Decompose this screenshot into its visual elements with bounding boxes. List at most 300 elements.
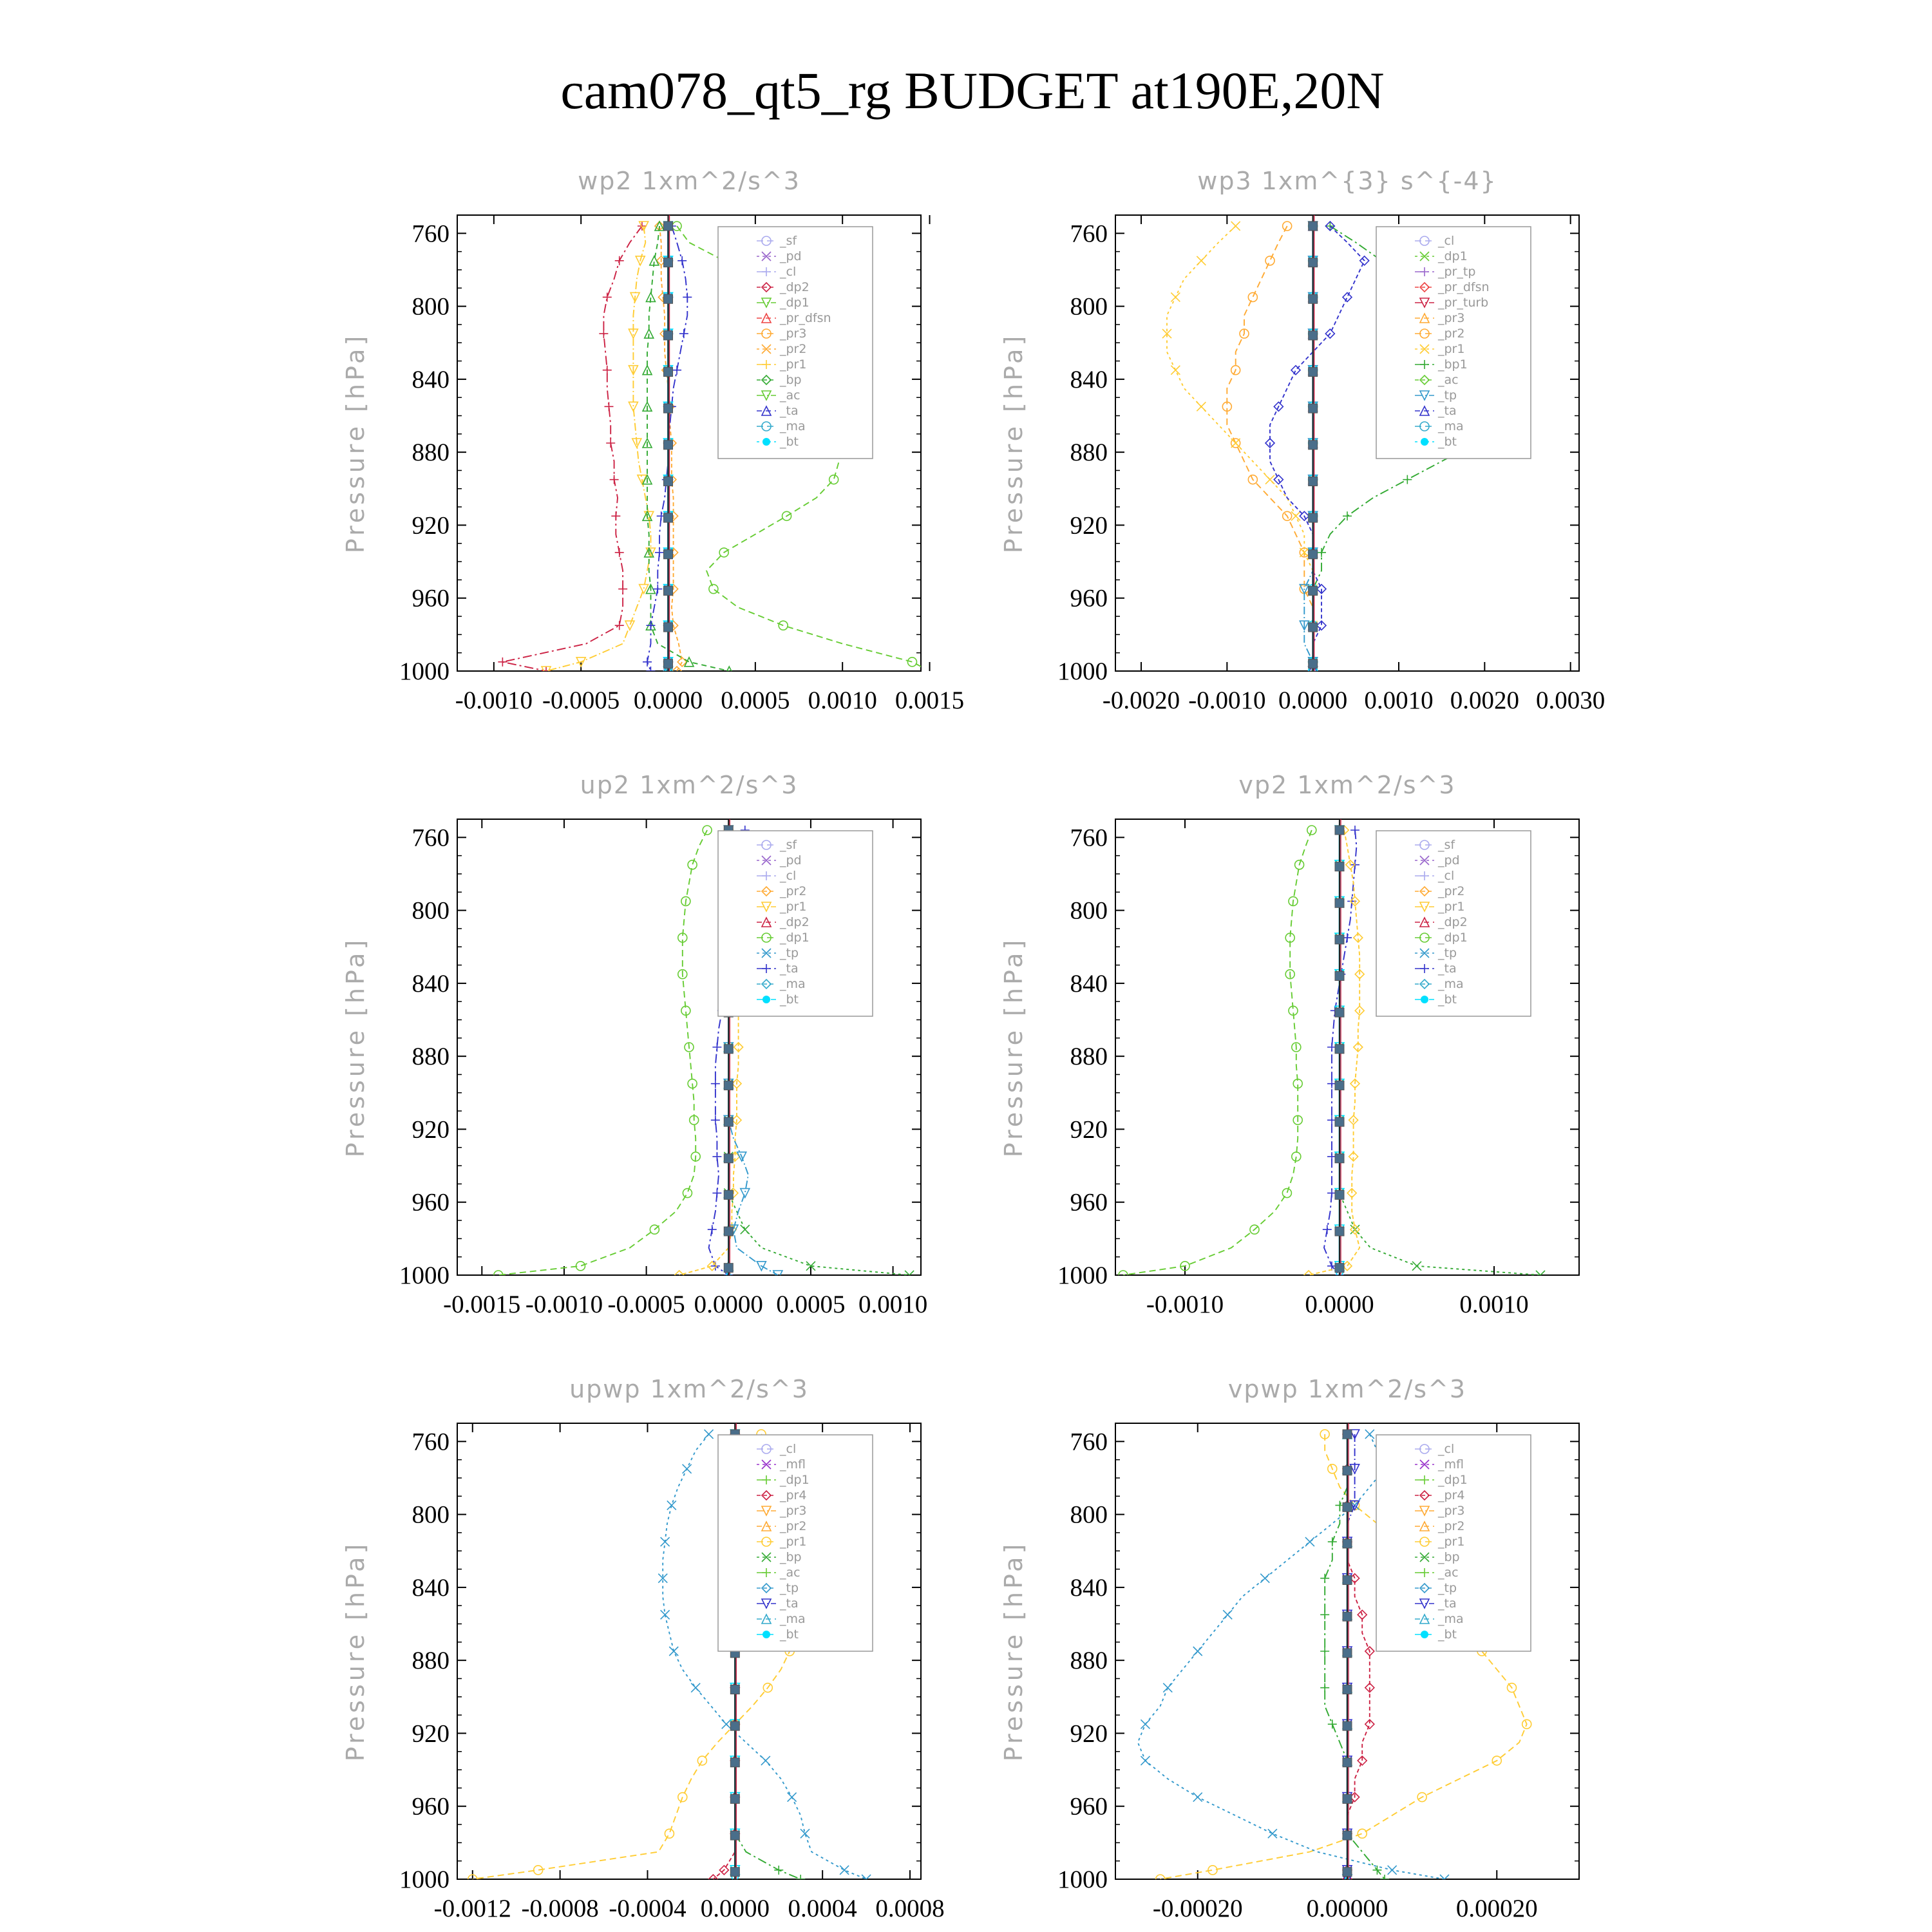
bt-marker bbox=[664, 513, 673, 522]
y-tick-label: 1000 bbox=[399, 658, 450, 685]
y-tick-label: 1000 bbox=[399, 1262, 450, 1289]
series-point-pr1 bbox=[665, 1829, 674, 1838]
bt-marker bbox=[1335, 826, 1344, 835]
y-tick-label: 840 bbox=[412, 1573, 450, 1602]
x-tick-label: 0.0000 bbox=[700, 1895, 770, 1922]
legend-label: _ma bbox=[1438, 977, 1464, 991]
legend-label: _ma bbox=[1438, 419, 1464, 433]
legend-label: _ta bbox=[1438, 1596, 1457, 1611]
legend-label: _pd bbox=[780, 853, 802, 867]
x-tick-label: 0.0010 bbox=[1459, 1291, 1529, 1318]
bt-marker bbox=[1309, 513, 1318, 522]
x-tick-label: 0.0000 bbox=[694, 1291, 763, 1318]
legend-label: _ta bbox=[780, 1596, 799, 1611]
bt-marker bbox=[724, 1154, 733, 1163]
bt-marker bbox=[1335, 1227, 1344, 1236]
series-point-dp2 bbox=[599, 329, 608, 338]
bt-marker bbox=[1309, 477, 1318, 486]
series-point-tp bbox=[1388, 1866, 1397, 1875]
legend-label: _cl bbox=[1438, 1442, 1455, 1456]
bt-marker bbox=[1343, 1868, 1352, 1877]
series-point-ta bbox=[1343, 292, 1352, 301]
legend-label: _pr4 bbox=[780, 1488, 807, 1502]
x-tick-label: 0.00000 bbox=[1306, 1895, 1388, 1922]
y-axis-label: Pressure [hPa] bbox=[999, 1540, 1028, 1762]
legend-label: _cl bbox=[780, 1442, 797, 1456]
series-point-tp bbox=[1141, 1719, 1150, 1728]
bt-marker bbox=[724, 1264, 733, 1273]
y-tick-label: 880 bbox=[1070, 1043, 1108, 1071]
legend-label: _dp1 bbox=[1438, 1473, 1468, 1487]
y-tick-label: 760 bbox=[1070, 824, 1108, 852]
legend-label: _cl bbox=[1438, 869, 1455, 883]
series-point-bp bbox=[1320, 1683, 1329, 1692]
y-tick-label: 1000 bbox=[399, 1866, 450, 1893]
series-point-dp2 bbox=[741, 1225, 750, 1234]
bt-marker bbox=[1343, 1831, 1352, 1840]
bt-marker bbox=[664, 368, 673, 377]
x-tick-label: 0.0005 bbox=[776, 1291, 846, 1318]
x-tick-label: 0.0020 bbox=[1450, 687, 1519, 714]
y-tick-label: 960 bbox=[1070, 1188, 1108, 1217]
legend-label: _ac bbox=[780, 1566, 800, 1580]
series-point-dp1 bbox=[1282, 1189, 1291, 1198]
bt-marker bbox=[1309, 294, 1318, 303]
legend-label: _pd bbox=[1438, 853, 1460, 867]
series-point-dp2 bbox=[603, 292, 612, 301]
legend-label: _bt bbox=[1438, 992, 1457, 1007]
chart-panel-6 bbox=[999, 1375, 1579, 1922]
chart-panel-1 bbox=[341, 167, 964, 714]
series-point-ta bbox=[655, 548, 664, 557]
legend-label: _pr1 bbox=[1438, 342, 1465, 356]
y-tick-label: 800 bbox=[412, 896, 450, 925]
series-point-ta bbox=[677, 256, 687, 265]
legend-label: _dp1 bbox=[1438, 931, 1468, 945]
y-tick-label: 920 bbox=[412, 1115, 450, 1144]
x-tick-label: 0.0015 bbox=[895, 687, 965, 714]
bt-marker bbox=[1335, 862, 1344, 871]
y-tick-label: 800 bbox=[412, 1501, 450, 1529]
figure-title: cam078_qt5_rg BUDGET at190E,20N bbox=[560, 61, 1385, 120]
bt-marker bbox=[664, 404, 673, 413]
series-point-tp bbox=[741, 1189, 750, 1198]
y-tick-label: 760 bbox=[412, 1428, 450, 1456]
series-point-pr1 bbox=[1197, 402, 1206, 411]
legend-label: _ta bbox=[780, 404, 799, 418]
y-tick-label: 840 bbox=[412, 969, 450, 998]
legend-label: _dp2 bbox=[1438, 915, 1468, 929]
bt-marker bbox=[664, 222, 673, 231]
x-tick-label: -0.0005 bbox=[542, 687, 620, 714]
bt-marker bbox=[1343, 1466, 1352, 1475]
series-point-tp bbox=[1365, 1430, 1374, 1439]
bt-marker bbox=[724, 1117, 733, 1126]
series-point-bp bbox=[1320, 1574, 1329, 1583]
bt-marker bbox=[724, 1081, 733, 1090]
series-point-tp bbox=[1163, 1683, 1172, 1692]
legend-label: _pr2 bbox=[1438, 1519, 1465, 1533]
legend-marker bbox=[762, 1631, 770, 1638]
legend-label: _dp1 bbox=[780, 296, 810, 310]
bt-marker bbox=[664, 258, 673, 267]
x-tick-label: 0.0005 bbox=[721, 687, 790, 714]
bt-marker bbox=[724, 1190, 733, 1199]
legend-label: _tp bbox=[780, 946, 799, 960]
x-tick-label: -0.0010 bbox=[1188, 687, 1266, 714]
bt-marker bbox=[1309, 659, 1318, 668]
y-axis-label: Pressure [hPa] bbox=[341, 332, 370, 554]
series-point-ta bbox=[679, 329, 688, 338]
y-tick-label: 880 bbox=[1070, 1647, 1108, 1675]
bt-marker bbox=[664, 623, 673, 632]
legend-label: _bp1 bbox=[1438, 357, 1468, 372]
x-tick-label: -0.0020 bbox=[1102, 687, 1180, 714]
bt-marker bbox=[724, 1045, 733, 1054]
legend-label: _pr1 bbox=[1438, 1535, 1465, 1549]
bt-marker bbox=[1343, 1721, 1352, 1730]
legend-label: _mfl bbox=[1438, 1457, 1464, 1472]
y-tick-label: 960 bbox=[412, 1792, 450, 1821]
bt-marker bbox=[1309, 258, 1318, 267]
series-point-tp bbox=[1223, 1610, 1232, 1619]
bt-marker bbox=[1335, 1081, 1344, 1090]
y-tick-label: 880 bbox=[1070, 439, 1108, 467]
series-point-tp bbox=[691, 1683, 700, 1692]
series-point-pr1 bbox=[1197, 256, 1206, 265]
bt-marker bbox=[730, 1721, 739, 1730]
bt-marker bbox=[1343, 1430, 1352, 1439]
y-tick-label: 880 bbox=[412, 1647, 450, 1675]
series-point-tp bbox=[761, 1756, 770, 1765]
bt-marker bbox=[664, 294, 673, 303]
x-tick-label: 0.0000 bbox=[633, 687, 703, 714]
bt-marker bbox=[1309, 550, 1318, 559]
series-point-tp bbox=[840, 1866, 849, 1875]
legend-label: _dp1 bbox=[780, 931, 810, 945]
legend-label: _ma bbox=[1438, 1612, 1464, 1626]
series-point-ta bbox=[712, 1043, 721, 1052]
series-point-dp2 bbox=[1412, 1262, 1421, 1271]
series-point-tp bbox=[800, 1829, 810, 1838]
series-point-ta bbox=[711, 1079, 720, 1088]
legend-label: _ma bbox=[780, 1612, 806, 1626]
legend-label: _dp1 bbox=[780, 1473, 810, 1487]
series-point-dp2 bbox=[610, 475, 619, 484]
y-tick-label: 1000 bbox=[1057, 1866, 1108, 1893]
series-point-ta bbox=[646, 667, 655, 676]
y-tick-label: 920 bbox=[1070, 511, 1108, 540]
series-point-ta bbox=[646, 621, 655, 630]
x-tick-label: 0.0004 bbox=[788, 1895, 857, 1922]
series-point-bp bbox=[1328, 1719, 1337, 1728]
legend-label: _pr2 bbox=[780, 342, 807, 356]
legend-label: _dp1 bbox=[1438, 249, 1468, 263]
series-point-bp bbox=[1328, 1537, 1337, 1546]
bt-marker bbox=[1343, 1758, 1352, 1767]
bt-marker bbox=[1343, 1794, 1352, 1803]
chart-panel-3 bbox=[341, 771, 927, 1318]
bt-marker bbox=[1309, 331, 1318, 340]
series-point-pr2 bbox=[1265, 256, 1274, 265]
legend-label: _tp bbox=[1438, 388, 1457, 402]
y-axis-label: Pressure [hPa] bbox=[999, 332, 1028, 554]
legend-label: _pr1 bbox=[1438, 900, 1465, 914]
series-point-dp2 bbox=[611, 511, 620, 520]
legend-label: _pr3 bbox=[1438, 311, 1465, 325]
series-point-dp2 bbox=[618, 585, 627, 594]
legend-label: _tp bbox=[780, 1581, 799, 1595]
y-tick-label: 760 bbox=[412, 220, 450, 248]
legend-label: _pr1 bbox=[780, 900, 807, 914]
y-tick-label: 1000 bbox=[1057, 658, 1108, 685]
series-point-pr1 bbox=[1265, 475, 1274, 484]
series-point-tp bbox=[1141, 1756, 1150, 1765]
series-point-pr1 bbox=[1171, 292, 1180, 301]
y-tick-label: 920 bbox=[1070, 1115, 1108, 1144]
series-point-tp bbox=[788, 1793, 797, 1802]
legend-label: _ta bbox=[1438, 404, 1457, 418]
legend-label: _bt bbox=[1438, 1627, 1457, 1642]
bt-marker bbox=[1335, 1264, 1344, 1273]
legend-label: _cl bbox=[780, 265, 797, 279]
series-point-dp1 bbox=[688, 860, 697, 869]
x-tick-label: -0.0012 bbox=[433, 1895, 511, 1922]
y-tick-label: 960 bbox=[412, 1188, 450, 1217]
bt-marker bbox=[730, 1685, 739, 1694]
y-tick-label: 960 bbox=[1070, 1792, 1108, 1821]
y-tick-label: 1000 bbox=[1057, 1262, 1108, 1289]
x-tick-label: -0.0015 bbox=[443, 1291, 521, 1318]
series-point-ta bbox=[711, 1115, 720, 1124]
panel-title: vp2 1xm^2/s^3 bbox=[1238, 771, 1456, 799]
legend-label: _pr3 bbox=[780, 1504, 807, 1518]
legend-label: _ta bbox=[780, 961, 799, 976]
bt-marker bbox=[1343, 1612, 1352, 1621]
y-tick-label: 840 bbox=[1070, 1573, 1108, 1602]
series-point-ta bbox=[672, 366, 681, 375]
legend-label: _mfl bbox=[780, 1457, 806, 1472]
x-tick-label: 0.0008 bbox=[875, 1895, 945, 1922]
legend-label: _dp2 bbox=[780, 280, 810, 294]
series-point-pr1 bbox=[1171, 366, 1180, 375]
bt-marker bbox=[730, 1758, 739, 1767]
y-tick-label: 840 bbox=[1070, 969, 1108, 998]
series-point-bp1 bbox=[1317, 548, 1326, 557]
y-tick-label: 840 bbox=[1070, 365, 1108, 393]
legend-label: _pr3 bbox=[1438, 1504, 1465, 1518]
series-point-tp bbox=[722, 1719, 731, 1728]
series-point-pr2 bbox=[625, 621, 634, 630]
series-line-dp1 bbox=[498, 830, 707, 1275]
series-point-pr1 bbox=[1291, 511, 1300, 520]
series-point-dp2 bbox=[606, 439, 615, 448]
series-point-ta bbox=[1350, 826, 1359, 835]
x-tick-label: 0.0010 bbox=[808, 687, 877, 714]
bt-marker bbox=[1343, 1649, 1352, 1658]
legend-label: _sf bbox=[780, 234, 797, 248]
series-point-tp bbox=[669, 1647, 678, 1656]
y-tick-label: 800 bbox=[412, 292, 450, 321]
x-tick-label: 0.0010 bbox=[858, 1291, 928, 1318]
bt-marker bbox=[664, 331, 673, 340]
legend-label: _cl bbox=[1438, 234, 1455, 248]
bt-marker bbox=[730, 1831, 739, 1840]
bt-marker bbox=[664, 586, 673, 595]
series-point-ta bbox=[643, 658, 652, 667]
series-point-tp bbox=[667, 1501, 676, 1510]
legend-marker bbox=[1421, 438, 1428, 446]
series-point-tp bbox=[661, 1537, 670, 1546]
bt-marker bbox=[1343, 1685, 1352, 1694]
series-point-pr2 bbox=[1248, 292, 1257, 301]
series-point-pr1 bbox=[1231, 439, 1240, 448]
x-tick-label: -0.0010 bbox=[455, 687, 533, 714]
legend-label: _ac bbox=[1438, 373, 1459, 387]
y-tick-label: 800 bbox=[1070, 896, 1108, 925]
bt-marker bbox=[664, 550, 673, 559]
legend-label: _ta bbox=[1438, 961, 1457, 976]
bt-marker bbox=[1343, 1502, 1352, 1511]
bt-marker bbox=[1309, 404, 1318, 413]
x-tick-label: -0.0008 bbox=[521, 1895, 599, 1922]
bt-marker bbox=[1335, 1190, 1344, 1199]
series-point-dp2 bbox=[603, 366, 612, 375]
series-point-dp1 bbox=[703, 826, 712, 835]
series-point-ta bbox=[708, 1225, 717, 1234]
series-point-tp bbox=[683, 1464, 692, 1473]
y-tick-label: 920 bbox=[412, 1719, 450, 1748]
series-point-dp2 bbox=[615, 548, 624, 557]
bt-marker bbox=[1343, 1539, 1352, 1548]
series-point-tp bbox=[1260, 1574, 1269, 1583]
bt-marker bbox=[1335, 1008, 1344, 1017]
legend-marker bbox=[1421, 996, 1428, 1003]
chart-panel-4 bbox=[999, 771, 1579, 1318]
legend-label: _sf bbox=[1438, 838, 1455, 852]
legend-label: _pr2 bbox=[780, 884, 807, 898]
series-line-pr1 bbox=[647, 226, 729, 671]
legend-label: _pd bbox=[780, 249, 802, 263]
x-tick-label: 0.00020 bbox=[1455, 1895, 1538, 1922]
bt-marker bbox=[1335, 935, 1344, 944]
legend-label: _bp bbox=[780, 373, 802, 387]
legend-marker bbox=[762, 438, 770, 446]
x-tick-label: -0.00020 bbox=[1152, 1895, 1243, 1922]
legend-label: _bp bbox=[780, 1550, 802, 1564]
bt-marker bbox=[664, 659, 673, 668]
legend-label: _pr2 bbox=[780, 1519, 807, 1533]
y-axis-label: Pressure [hPa] bbox=[341, 1540, 370, 1762]
legend-label: _pr2 bbox=[1438, 884, 1465, 898]
series-point-bp bbox=[796, 1875, 805, 1884]
series-point-bp bbox=[709, 585, 718, 594]
series-line-dp1 bbox=[1123, 830, 1312, 1275]
series-point-dp1 bbox=[1307, 826, 1316, 835]
y-axis-label: Pressure [hPa] bbox=[999, 936, 1028, 1158]
bt-marker bbox=[664, 440, 673, 450]
legend-label: _pr_turb bbox=[1438, 296, 1489, 310]
bt-marker bbox=[1309, 368, 1318, 377]
x-tick-label: 0.0000 bbox=[1278, 687, 1348, 714]
chart-panel-2 bbox=[999, 167, 1605, 714]
y-tick-label: 760 bbox=[412, 824, 450, 852]
panel-title: wp2 1xm^2/s^3 bbox=[578, 167, 800, 195]
legend-label: _ma bbox=[780, 977, 806, 991]
series-point-tp bbox=[661, 1610, 670, 1619]
series-point-tp bbox=[1305, 1537, 1314, 1546]
series-point-dp2 bbox=[604, 402, 613, 411]
legend-label: _ac bbox=[1438, 1566, 1459, 1580]
x-tick-label: 0.0010 bbox=[1364, 687, 1434, 714]
series-point-bp bbox=[1380, 1875, 1389, 1884]
series-point-tp bbox=[1193, 1793, 1202, 1802]
series-point-bp bbox=[774, 1866, 783, 1875]
series-point-bp1 bbox=[1403, 475, 1412, 484]
bt-marker bbox=[1335, 1154, 1344, 1163]
series-point-tp bbox=[1268, 1829, 1277, 1838]
y-tick-label: 840 bbox=[412, 365, 450, 393]
legend-label: _ma bbox=[780, 419, 806, 433]
chart-panel-5 bbox=[341, 1375, 945, 1922]
x-tick-label: 0.0000 bbox=[1305, 1291, 1374, 1318]
series-point-bp bbox=[1320, 1647, 1329, 1656]
panel-title: wp3 1xm^{3} s^{-4} bbox=[1197, 167, 1497, 195]
panel-title: upwp 1xm^2/s^3 bbox=[569, 1375, 809, 1403]
series-point-bp bbox=[907, 658, 916, 667]
y-tick-label: 960 bbox=[1070, 584, 1108, 612]
legend-label: _bt bbox=[780, 1627, 799, 1642]
bt-marker bbox=[1309, 222, 1318, 231]
series-line-pr2 bbox=[1227, 226, 1312, 671]
bt-marker bbox=[1343, 1576, 1352, 1585]
series-point-tp bbox=[1193, 1647, 1202, 1656]
legend-label: _pr_dfsn bbox=[780, 311, 831, 325]
legend-label: _dp2 bbox=[780, 915, 810, 929]
series-point-dp2 bbox=[615, 256, 624, 265]
legend-label: _bp bbox=[1438, 1550, 1460, 1564]
legend-label: _ac bbox=[780, 388, 800, 402]
series-point-bp bbox=[1320, 1610, 1329, 1619]
series-point-ta bbox=[712, 1152, 721, 1161]
series-point-tp bbox=[705, 1430, 714, 1439]
y-tick-label: 960 bbox=[412, 584, 450, 612]
series-point-dp1 bbox=[576, 1262, 585, 1271]
legend-label: _sf bbox=[780, 838, 797, 852]
y-tick-label: 920 bbox=[1070, 1719, 1108, 1748]
series-point-ta bbox=[712, 1189, 721, 1198]
series-point-ta bbox=[683, 292, 692, 301]
legend-label: _tp bbox=[1438, 946, 1457, 960]
y-axis-label: Pressure [hPa] bbox=[341, 936, 370, 1158]
bt-marker bbox=[730, 1868, 739, 1877]
bt-marker bbox=[1309, 623, 1318, 632]
bt-marker bbox=[1309, 440, 1318, 450]
y-tick-label: 760 bbox=[1070, 220, 1108, 248]
x-tick-label: -0.0010 bbox=[1146, 1291, 1224, 1318]
series-point-pr1 bbox=[697, 1756, 706, 1765]
legend-label: _pr1 bbox=[780, 1535, 807, 1549]
legend-label: _pr3 bbox=[780, 327, 807, 341]
bt-marker bbox=[730, 1794, 739, 1803]
legend-label: _pr1 bbox=[780, 357, 807, 372]
y-tick-label: 800 bbox=[1070, 292, 1108, 321]
series-point-dp2 bbox=[615, 621, 624, 630]
legend-label: _pr2 bbox=[1438, 327, 1465, 341]
bt-marker bbox=[1335, 972, 1344, 981]
x-tick-label: -0.0005 bbox=[607, 1291, 685, 1318]
legend-label: _bt bbox=[780, 435, 799, 449]
